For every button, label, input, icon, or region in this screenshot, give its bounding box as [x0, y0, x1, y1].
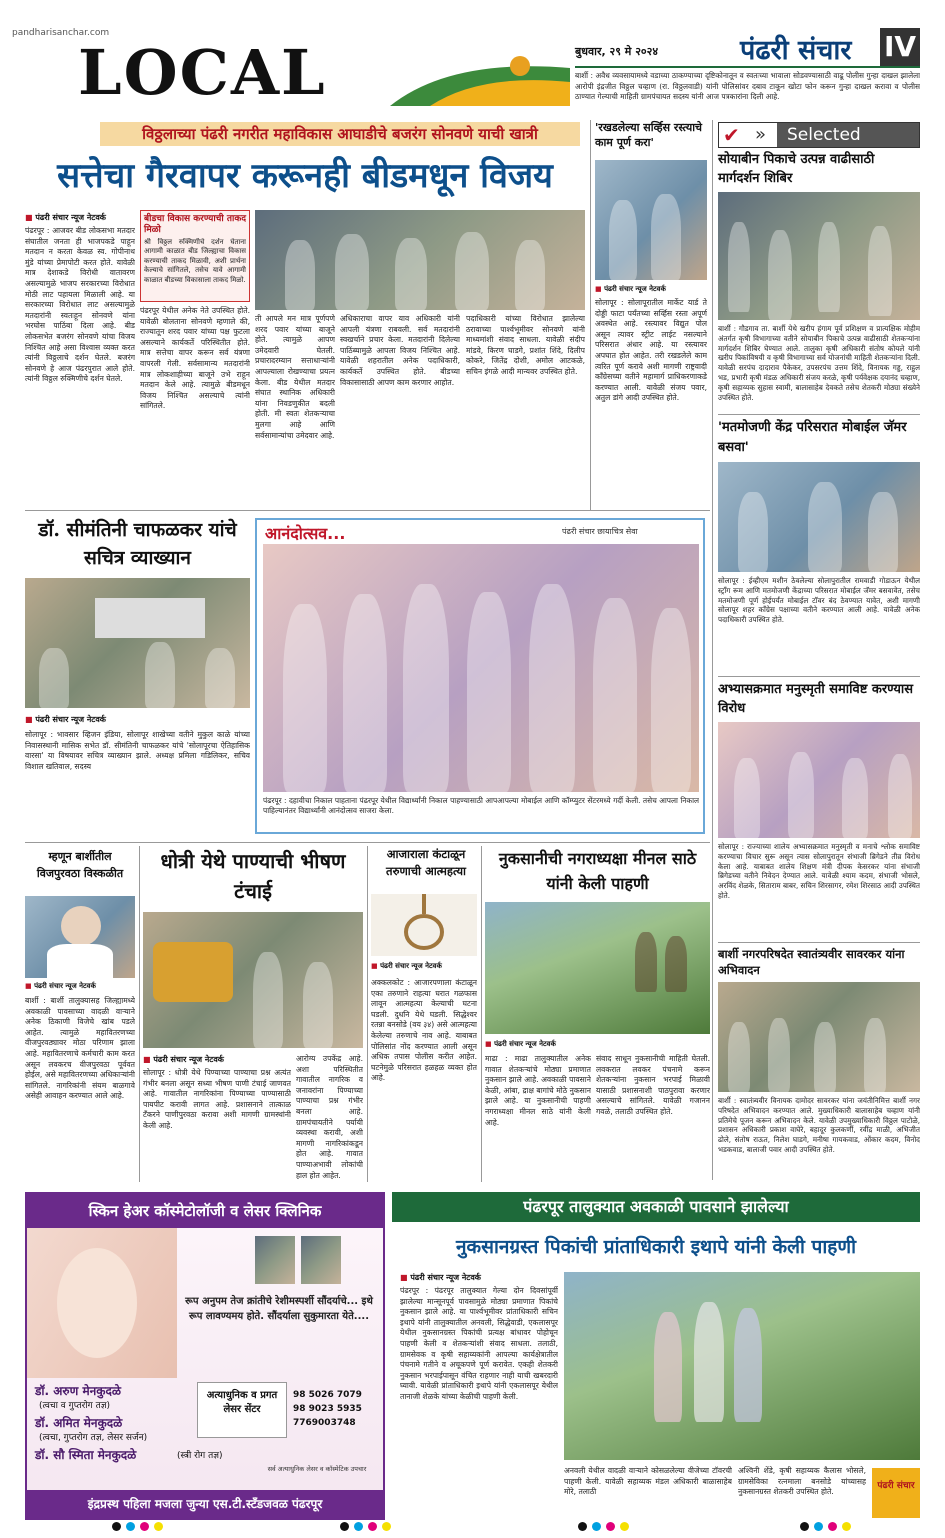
site-url[interactable]: pandharisanchar.com: [12, 28, 110, 38]
savarkar-text: बार्शी : स्वातंत्र्यवीर विनायक दामोदर सावरकर यांना जयंतीनिमित्त बार्शी नगर परिषदेत अभिवादन करण्यात आले. मुख्याधिकारी बालासाहेब चव्हाण यांनी प्रतिमेचे पूजन करून अभिवादन केले. यावेळी उपमुख्याधिकारी विठ्ठल पाटोळे, प्रशासन अधिकारी प्रकाश वाघेरे, बहादूर कुलकर्णी, रवींद्र माळी, अभिजीत ढोले, संतोष राऊत, निलेश घाडगे, मनीषा गायकवाड, ओंकार कदम, विनोद भडकवाड, बालाजी पवार आदी उपस्थित होते.: [718, 1096, 920, 1154]
anand-headline: आनंदोत्सव...: [265, 524, 346, 543]
mobile-headline: 'मतमोजणी केंद्र परिसरात मोबाईल जॅमर बसवा': [718, 420, 907, 455]
ad-doctor-photo-2: [301, 1236, 341, 1284]
lead-col3: ती आपले मन मात्र पूर्णपणे शरद पवार यांच्या बाजूने होते. त्यामुळे आपण उमेदवारी घेतली. प्रचारादरम्यान सत्ताधाऱ्यांनी आपल्याला रोखण्याचा प्रयत्न केला. बीड येथील मतदार संघात स्थानिक अधिकारी यांना निवडणुकीत बदली होती. मी स्वतः शेतकऱ्याचा मुलगा आहे आणि सर्वसामान्यांचा उमेदवार आहे.: [255, 314, 335, 440]
ad-doc1-spec: (त्वचा व गुप्तरोग तज्ञ): [39, 1401, 110, 1411]
dhotri-headline: धोत्री येथे पाण्याची भीषण टंचाई: [160, 849, 346, 903]
chevron-right-icon: »: [755, 124, 767, 145]
minal-col1: माढा : माढा तालुक्यातील अनेक गावात शेतकऱ्यांचे मोठ्या प्रमाणात नुकसान झाले आहे. अवकाळी पावसाने केळी, आंबा, द्राक्ष बागांचे मोठे नुकसान झाले आहे. या नुकसानीची पाहणी नगराध्यक्षा मीनल साठे यांनी केली आहे.: [485, 1054, 591, 1127]
manu-text: सोलापूर : राज्याच्या शालेय अभ्यासक्रमात मनुस्मृती व मनाचे श्लोक समाविष्ट करण्याचा विचार सुरू असून त्यास सोलापुरातून संभाजी ब्रिगेडने तीव्र विरोध केला आहे. याबाबत शालेय शिक्षण मंत्री दीपक केसरकर यांना संभाजी ब्रिगेडच्या वतीने निवेदन देण्यात आले. यावेळी श्याम कदम, संभाजी भोसले, अरविंद शेळके, सिताराम बाबर, सचिन शिरसागर, रमेश शिरसाठ आदी उपस्थित होते.: [718, 842, 920, 900]
anand-box: [255, 518, 705, 834]
lead-col5: पदाधिकारी यांच्या विरोधात झालेल्या ठरावाच्या पार्श्वभूमीवर सोनवणे यांनी माध्यमांशी संवाद साधला. यावेळी संदीप मांडवे, किरण घाडगे, प्रशांत शिंदे, दिलीप कोकरे, जितेंद्र दोशी, अमोल आटकळे, सचिन इंगळे आदी मान्यवर उपस्थित होते.: [466, 314, 585, 376]
lead-kicker: विठ्ठलाच्या पंढरी नगरीत महाविकास आघाडीचे बजरंग सोनवणे याची खात्री: [100, 122, 580, 146]
lead-box-title: बीडचा विकास करण्याची ताकद मिळो: [144, 214, 247, 235]
pand-photo: [564, 1272, 920, 1460]
selected-photo: [718, 192, 920, 320]
ad-doc2: डॉ. अमित मेनकुदळे: [35, 1416, 123, 1430]
mobile-text: सोलापूर : ईव्हीएम मशीन ठेवलेल्या सोलापुरातील रामवाडी गोडाऊन येथील स्ट्रॉंग रूम आणि मतमोजणी केंद्राच्या परिसरात मोबाईल जॅमर बसवावेत, तसेच मतमोजणी पूर्ण होईपर्यंत मोबाईल टॉवर बंद ठेवण्यात यावेत, अशी मागणी सोलापूर शहर काँग्रेस पक्षाच्या वतीने करण्यात आली आहे. यावेळी अनेक पदाधिकारी उपस्थित होते.: [718, 576, 920, 625]
manu-photo: [718, 722, 920, 838]
anand-credit: पंढरी संचार छायाचित्र सेवा: [562, 527, 638, 536]
vij-text: बार्शी : बार्शी तालुक्यासह जिल्ह्यामध्ये अवकाळी पावसाच्या वादळी वाऱ्याने अनेक ठिकाणी विजेचे खांब पडले आहेत. त्यामुळे महावितरणच्या वीजपुरवठ्यावर मोठा परिणाम झाला आहे. महावितरणाचे कर्मचारी काम करत असून लवकरच वीजपुरवठा पूर्ववत होईल, असे महावितरणच्या अधिकाऱ्यांनी सांगितले. नागरिकांनी संयम बाळगावे असेही आवाहन करण्यात आले आहे.: [25, 996, 135, 1101]
vij-photo: [25, 896, 135, 978]
ad-phone-1[interactable]: 98 5026 7079: [293, 1390, 362, 1400]
ad-doc3: डॉ. सौ स्मिता मेनकुदळे: [35, 1448, 137, 1462]
barshi-brief: बार्शी : अवैध व्यवसायामध्ये वडाच्या ठाकण्याच्या दृष्टिकोनातून व स्वतःच्या भावाला सोडवण्यासाठी वाढू पोलीस गुन्हा दाखल झालेला आरोपी इंद्रजीत विठ्ठल चव्हाण (रा. विठ्ठलवाडी) यांनी पोलिसांवर दबाव टाकून खोटा फोन करून गुन्हा दाखल करावा व पोलीस ठाण्यात गेल्याची माहिती ग्रामपंचायत सदस्य यांनी आज पत्रकारांना दिली आहे.: [575, 71, 920, 102]
ad-model-photo: [27, 1228, 177, 1378]
ad-address: इंद्रप्रस्थ पहिला मजला जुन्या एस.टी.स्टँडजवळ पंढरपूर: [27, 1490, 383, 1518]
dhotri-col2: आरोग्य उपकेंद्र आहे. अशा परिस्थितीत गावातील नागरिक व जनावरांना पिण्याच्या पाण्याचा प्रश्न गंभीर बनला आहे. ग्रामपंचायतीने पर्यायी व्यवस्था करावी, अशी मागणी नागरिकांकडून होत आहे. गावात पाण्याअभावी लोकांची हाल होत आहेत.: [296, 1054, 363, 1180]
pand-col3: अश्विनी शेंडे, कृषी सहाय्यक कैलास भोसले, ग्रामसेविका रत्नमाला बनसोडे यांच्यासह नुकसानग्रस्त शेतकरी उपस्थित होते.: [738, 1466, 866, 1497]
lead-headline: सत्तेचा गैरवापर करूनही बीडमधून विजय: [57, 156, 553, 196]
lead-col4: अधिकाराचा वापर याव अधिकारी यांनी आपली यंत्रणा राबवली. सर्व मतदारांनी स्वखर्चाने प्रचार केला. मतदारांनी दिलेल्या पाठिंब्यामुळे आपला विजय निश्चित आहे. यावेळी शहरातील अनेक पदाधिकारी, कार्यकर्ते उपस्थित होते. बीडच्या विकासासाठी आपण काम करणार आहोत.: [340, 314, 460, 387]
selected-label: Selected: [777, 123, 919, 147]
pand-logo: पंढरी संचार: [872, 1468, 920, 1518]
section-title: LOCAL: [78, 36, 327, 109]
suicide-photo: [371, 894, 477, 956]
ad-phone-2[interactable]: 98 9023 5935: [293, 1404, 362, 1414]
selected-banner: [718, 122, 920, 148]
anand-caption: पंढरपूर : दहावीचा निकाल पाहताना पंढरपूर येथील विद्यार्थ्यांनी निकाल पाहण्यासाठी आपआपल्या मोबाईल आणि कॉम्प्युटर सेंटरमध्ये गर्दी केली. तसेच आपला निकाल पाहिल्यानंतर विद्यार्थ्यांनी आनंदोत्सव साजरा केला.: [263, 796, 699, 816]
lead-box-text: श्री विठ्ठल रुक्मिणीचे दर्शन घेताना आगामी काळात बीड जिल्ह्याचा विकास करण्याची ताकद मिळावी, अशी प्रार्थना केल्याचे सांगितले, तसेच यावे आगामी काळात बीडच्या विकासाला ताकद मिळो.: [144, 238, 246, 284]
manu-headline: अभ्यासक्रमात मनुस्मृती समाविष्ट करण्यास विरोध: [718, 682, 914, 716]
semantini-byline: ■ पंढरी संचार न्यूज नेटवर्क: [25, 714, 106, 725]
vij-byline: ■ पंढरी संचार न्यूज नेटवर्क: [25, 982, 96, 991]
lead-photo: [255, 210, 585, 310]
issue-date: बुधवार, २९ मे २०२४: [575, 45, 659, 58]
pand-kicker: पंढरपूर तालुक्यात अवकाळी पावसाने झालेल्या: [392, 1192, 920, 1222]
pand-col1: पंढरपूर : पंढरपूर तालुक्यात गेल्या दोन दिवसांपूर्वी झालेल्या मान्सूनपूर्व पावसामुळे मोठ्या प्रमाणात पिकांचे नुकसान झाले आहे. या पार्श्वभूमीवर प्रांताधिकारी सचिन इथापे यांनी तालुक्यातील अनवली, सिद्धेवाडी, एकलासपूर येथील नुकसानग्रस्त पिकांची प्रत्यक्ष बांधावर पोहोचून पाहणी केली व शेतकऱ्यांशी संवाद साधला. तलाठी, ग्रामसेवक व कृषी सहाय्यकांनी आपल्या कार्यक्षेत्रातील पंचनामे गतीने व अचूकपणे पूर्ण करावेत. एकही शेतकरी नुकसान भरपाईपासून वंचित राहणार नाही याची खबरदारी घ्यावी. यावेळी प्रांताधिकारी इथापे यांनी एकलासपूर येथील तानाजी शेळके यांच्या केळीची पाहणी केली.: [400, 1286, 558, 1401]
lead-col1: पंढरपूर : आजवर बीड लोकसभा मतदार संघातील जनता ही भाजपकडे पाहून मतदान न करता केवळ स्व. गोपीनाथ मुंडे यांच्या प्रेमापोटी करत होते. यावेळी मात्र देशाकडे विरोधी वातावरण असल्यामुळे भाजप सरकारच्या विरोधात मोठी लाट पहायला मिळाली आहे. या सरकारच्या विरोधात लाट असल्यामुळे मतदारांनी स्वतःहून सोनवणे यांना भरघोस पाठिंबा दिला आहे. बीड लोकसभेत बजरंग सोनवणे यांचा विजय निश्चित आहे असा विश्वास व्यक्त करत त्यांनी विठ्ठलाचे दर्शन घेतले. बजरंग सोनवणे हे आज पंढरपुरात आले होते. त्यांनी विठ्ठल रुक्मिणीचे दर्शन घेतले.: [25, 226, 135, 384]
ad-title: स्किन हेअर कॉस्मेटोलॉजी व लेसर क्लिनिक: [27, 1194, 383, 1228]
selected-headline: सोयाबीन पिकाचे उत्पन्न वाढीसाठी मार्गदर्शन शिबिर: [718, 152, 875, 186]
pand-byline: ■ पंढरी संचार न्यूज नेटवर्क: [400, 1272, 481, 1283]
rakh-photo: [595, 160, 707, 280]
pand-col2: अनवली येथील वादळी वाऱ्याने कोसळलेल्या वीजेच्या टॉवरची पाहणी केली. यावेळी सहाय्यक मंडल अधिकारी बाळासाहेब मोरे, तलाठी: [564, 1466, 732, 1497]
lead-col2: पंढरपूर येथील अनेक नेते उपस्थित होते. यावेळी बोलताना सोनवणे म्हणाले की, राज्यातून शरद पवार यांच्या पक्ष फुटला असल्याने कार्यकर्ते परिस्थितीत होते. मात्र सत्तेचा वापर करून सर्व यंत्रणा वापरली गेली. सर्वसामान्य मतदारांनी मात्र लोकशाहीच्या बाजूने उभे राहून मतदान केले आहे. त्यामुळे बीडमधून विजय निश्चित असल्याचे त्यांनी सांगितले.: [140, 306, 250, 411]
ad-tagline: रूप अनुपम तेज क्रांतीचे रेशीमस्पर्शी सौंदर्याचे... इथे रूप लावण्यमय होते. सौंदर्याला सुकुमारता येते....: [185, 1296, 373, 1322]
paper-logo: पंढरी संचार: [740, 35, 852, 66]
lead-byline: ■ पंढरी संचार न्यूज नेटवर्क: [25, 212, 106, 223]
suicide-byline: ■ पंढरी संचार न्यूज नेटवर्क: [371, 962, 442, 971]
semantini-col1: सोलापूर : भावसार व्हिजन इंडिया, सोलापूर शाखेच्या वतीने मुकुल काळे यांच्या निवासस्थानी मासिक सभेत डॉ. सीमंतिनी चाफळकर यांचे 'सोलापूरचा ऐतिहासिक वारसा' या विषयावर सचित्र व्याख्यान झाले. अध्यक्ष प्रमिला गडिलिकर, सचिव विशाल खतिवाल, सदस्य: [25, 730, 250, 771]
ad-phone-3[interactable]: 7769003748: [293, 1418, 356, 1428]
rakh-byline: ■ पंढरी संचार न्यूज नेटवर्क: [595, 285, 666, 294]
lead-box: [140, 210, 250, 302]
rakh-text: सोलापूर : सोलापूरातील मार्केट यार्ड ते दोड्डी फाटा पर्यंतच्या सर्व्हिस रस्ता अपूर्ण अवस्थेत आहे. रस्त्यावर विद्युत पोल असून त्यावर स्ट्रीट लाईट नसल्याने परिसरात अंधार आहे. या रस्त्यावर अपघात होत आहेत. तरी रखडलेले काम त्वरित पूर्ण करावे अशी मागणी राष्ट्रवादी काँग्रेसच्या वतीने महामार्ग प्राधिकरणाकडे करण्यात आली. यावेळी संजय पवार, अतुल डांगे आदी उपस्थित होते.: [595, 298, 707, 403]
pand-headline: नुकसानग्रस्त पिकांची प्रांताधिकारी इथापे यांनी केली पाहणी: [455, 1236, 857, 1258]
ad-doc1: डॉ. अरुण मेनकुदळे: [35, 1384, 122, 1398]
ad-doctor-photo-1: [255, 1236, 295, 1284]
ad-facility: अत्याधुनिक व प्रगत लेसर सेंटर: [197, 1382, 287, 1438]
semantini-photo: [25, 578, 250, 708]
page-number: IV: [880, 28, 920, 66]
selected-text: बार्शी : गौडगाव ता. बार्शी येथे खरीप हंगाम पूर्व प्रशिक्षण व प्रात्यक्षिक मोहीम अंतर्गत कृषी विभागाच्या वतीने सोयाबीन पिकाचे उत्पन्न वाढीसाठी शेतकऱ्यांना मार्गदर्शन शिबिर घेण्यात आले. तालुका कृषी अधिकारी संतोष कोयले यांनी खरीप पिकांविषयी व कृषी विभागाच्या सर्व योजनांची माहिती शेतकऱ्यांना दिली. यावेळी सरपंच दादाराव पैकेकर, उपसरपंच उत्तम शिंदे, विनायक गड्ड, राहुल भड, प्रभारी कृषी मंडळ अधिकारी संजय करळे, कृषी पर्यवेक्षक दयानंद चव्हाण, कृषी सहाय्यक सुहास स्वामी, बालासाहेब देवकते तसेच शेतकरी मोठ्या संख्येने उपस्थित होते.: [718, 324, 920, 402]
minal-photo: [485, 902, 710, 1034]
leaf-logo-icon: [390, 48, 570, 106]
check-icon: ✔: [723, 123, 740, 147]
ad-doc2-spec: (त्वचा, गुप्तरोग तज्ञ, लेसर सर्जन): [39, 1433, 148, 1443]
minal-col2: संवाद साधून नुकसानीची माहिती घेतली. लवकरात लवकर पंचनामे करून शेतकऱ्यांना नुकसान भरपाई मिळावी यासाठी प्रशासनाशी पाठपुरावा करणार असल्याचे सांगितले. यावेळी गजानन गवळे, तलाठी उपस्थित होते.: [596, 1054, 710, 1116]
minal-headline: नुकसानीची नगराध्यक्षा मीनल साठे यांनी केली पाहणी: [498, 849, 697, 893]
anand-photo: [263, 544, 699, 792]
suicide-text: अक्कलकोट : आजारपणाला कंटाळून एका तरुणाने राहत्या घरात गळफास लावून आत्महत्या केल्याची घटना घडली. दुधनि येथे घडली. सिद्धेश्वर रतन्ना बनसोडे (वय ३४) असे आत्महत्या केलेल्या तरुणाचे नाव आहे. याबाबत पोलिसांत नोंद करण्यात आली असून अधिक तपास पोलीस करीत आहेत. घटनेमुळे परिसरात हळहळ व्यक्त होत आहे.: [371, 978, 477, 1083]
savarkar-photo: [718, 982, 920, 1092]
dhotri-byline: ■ पंढरी संचार न्यूज नेटवर्क: [143, 1054, 224, 1065]
ad-doc3-spec: (स्त्री रोग तज्ञ): [177, 1451, 223, 1461]
rakh-headline: 'रखडलेल्या सर्व्हिस रस्त्याचे काम पूर्ण करा': [595, 121, 703, 149]
savarkar-headline: बार्शी नगरपरिषदेत स्वातंत्र्यवीर सावरकर यांना अभिवादन: [718, 947, 905, 977]
dhotri-photo: [143, 912, 363, 1048]
minal-byline: ■ पंढरी संचार न्यूज नेटवर्क: [485, 1040, 556, 1049]
ad-note: सर्व अत्याधुनिक लेसर व कॉस्मेटिक उपचार: [267, 1465, 367, 1473]
masthead: [0, 0, 945, 118]
vij-headline: म्हणून बार्शीतील विजपुरवठा विस्कळीत: [36, 850, 124, 880]
clinic-ad: [25, 1192, 385, 1520]
suicide-headline: आजाराला कंटाळून तरुणाची आत्महत्या: [386, 847, 466, 878]
mobile-photo: [718, 462, 920, 572]
semantini-headline: डॉ. सीमंतिनी चाफळकर यांचे सचित्र व्याख्यान: [38, 519, 237, 569]
dhotri-col1: सोलापूर : धोत्री येथे पिण्याच्या पाण्याचा प्रश्न अत्यंत गंभीर बनला असून सध्या भीषण पाणी टंचाई जाणवत आहे. गावातील नागरिकांना पिण्याच्या पाण्यासाठी पायपीट करावी लागत आहे. प्रशासनाने तात्काळ टँकरने पाणीपुरवठा करावा अशी मागणी ग्रामस्थांनी केली आहे.: [143, 1068, 291, 1130]
